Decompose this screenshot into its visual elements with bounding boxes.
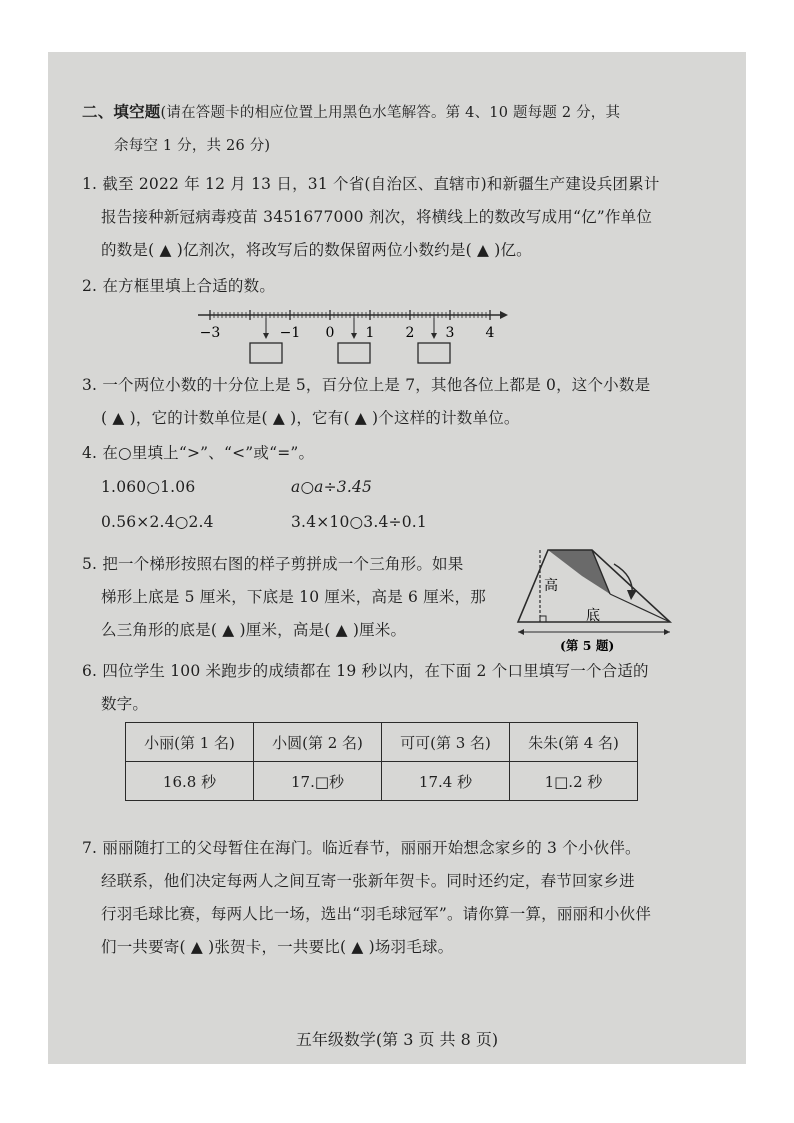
- exam-page: [48, 52, 746, 1064]
- axis-arrow: [500, 311, 508, 319]
- q4-item-a: 1.060○1.06: [101, 478, 196, 496]
- pointer-arrow: [351, 333, 357, 339]
- q1-line3: 的数是( ▲ )亿剂次，将改写后的数保留两位小数约是( ▲ )亿。: [101, 241, 532, 259]
- value-cell: 17.4 秒: [382, 762, 510, 801]
- value-cell: 17.□秒: [254, 762, 382, 801]
- header-cell: 朱朱(第 4 名): [510, 723, 638, 762]
- q6-line1: 6. 四位学生 100 米跑步的成绩都在 19 秒以内，在下面 2 个口里填写一个合适的: [82, 662, 649, 680]
- pointer-arrow: [431, 333, 437, 339]
- section-heading: [82, 100, 620, 122]
- q2-text: 2. 在方框里填上合适的数。: [82, 277, 276, 295]
- fig-caption: (第 5 题): [560, 638, 615, 653]
- header-cell: 小丽(第 1 名): [126, 723, 254, 762]
- tick-label: −3: [199, 325, 221, 341]
- q4-item-c: 0.56×2.4○2.4: [101, 513, 214, 531]
- table-row: [126, 723, 638, 762]
- answer-box: [338, 343, 370, 363]
- trapezoid-figure: [510, 542, 690, 652]
- q5-line1: 5. 把一个梯形按照右图的样子剪拼成一个三角形。如果: [82, 555, 464, 573]
- number-line: [198, 307, 498, 377]
- q3-line1: 3. 一个两位小数的十分位上是 5，百分位上是 7，其他各位上都是 0，这个小数是: [82, 376, 651, 394]
- q7-line2: 经联系，他们决定每两人之间互寄一张新年贺卡。同时还约定，春节回家乡进: [101, 872, 635, 890]
- fig-height-label: 高: [544, 578, 558, 594]
- base-arrow-right: [664, 629, 670, 635]
- pointer-arrow: [263, 333, 269, 339]
- header-cell: 小圆(第 2 名): [254, 723, 382, 762]
- q4-text: 4. 在○里填上“>”、“<”或“=”。: [82, 444, 315, 462]
- base-arrow-left: [518, 629, 524, 635]
- section-note: (请在答题卡的相应位置上用黑色水笔解答。第 4、10 题每题 2 分，其: [160, 105, 621, 121]
- q7-line3: 行羽毛球比赛，每两人比一场，选出“羽毛球冠军”。请你算一算，丽丽和小伙伴: [101, 905, 652, 923]
- fig-base-label: 底: [586, 608, 600, 624]
- q1-line1: 1. 截至 2022 年 12 月 13 日，31 个省(自治区、直辖市)和新疆生产建设兵团累计: [82, 175, 660, 193]
- answer-box: [418, 343, 450, 363]
- tick-label: 3: [445, 325, 455, 341]
- arrow-head: [627, 590, 637, 600]
- header-cell: 可可(第 3 名): [382, 723, 510, 762]
- q1-line2: 报告接种新冠病毒疫苗 3451677000 剂次，将横线上的数改写成用“亿”作单位: [101, 208, 653, 226]
- tick-label: 2: [405, 325, 415, 341]
- scores-table: [125, 722, 638, 801]
- tick-label: −1: [279, 325, 301, 341]
- value-cell: 16.8 秒: [126, 762, 254, 801]
- tick-label: 0: [325, 325, 335, 341]
- section-note-cont: 余每空 1 分，共 26 分): [114, 138, 271, 154]
- value-cell: 1□.2 秒: [510, 762, 638, 801]
- q7-line4: 们一共要寄( ▲ )张贺卡，一共要比( ▲ )场羽毛球。: [101, 938, 454, 956]
- q5-line2: 梯形上底是 5 厘米，下底是 10 厘米，高是 6 厘米，那: [101, 588, 487, 606]
- q6-line2: 数字。: [101, 695, 149, 713]
- q7-line1: 7. 丽丽随打工的父母暂住在海门。临近春节，丽丽开始想念家乡的 3 个小伙伴。: [82, 839, 641, 857]
- q3-line2: ( ▲ )，它的计数单位是( ▲ )，它有( ▲ )个这样的计数单位。: [101, 409, 520, 427]
- section-title: 二、填空题: [82, 102, 161, 121]
- page-footer: 五年级数学(第 3 页 共 8 页): [295, 1030, 499, 1049]
- fold-line: [610, 594, 670, 622]
- tick-label: 4: [485, 325, 495, 341]
- q4-item-b: a○a÷3.45: [291, 478, 373, 496]
- answer-box: [250, 343, 282, 363]
- table-row: [126, 762, 638, 801]
- q5-line3: 么三角形的底是( ▲ )厘米，高是( ▲ )厘米。: [101, 621, 407, 639]
- q4-item-d: 3.4×10○3.4÷0.1: [291, 513, 427, 531]
- tick-label: 1: [365, 325, 375, 341]
- right-angle-mark: [540, 616, 546, 622]
